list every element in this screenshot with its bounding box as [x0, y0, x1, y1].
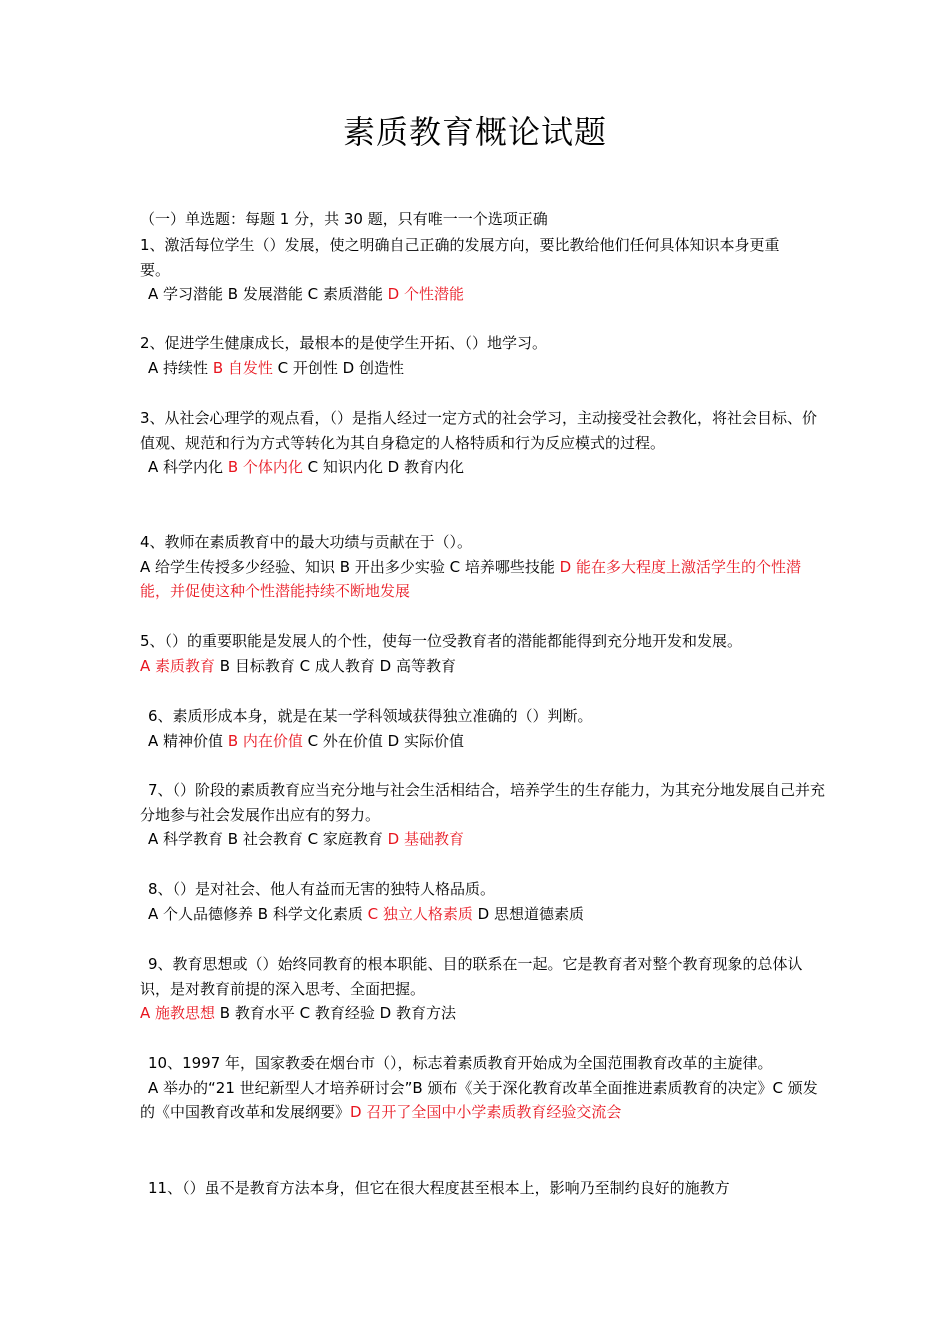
- question-options: A 素质教育 B 目标教育 C 成人教育 D 高等教育: [140, 656, 456, 675]
- question-7: [140, 778, 830, 852]
- correct-answer: A 施教思想: [140, 1004, 216, 1022]
- question-stem: 2、促进学生健康成长，最根本的是使学生开拓、（）地学习。: [140, 334, 548, 352]
- question-stem: 10、1997 年，国家教委在烟台市（），标志着素质教育开始成为全国范围教育改革的主旋律。: [148, 1054, 773, 1072]
- question-9: [140, 952, 830, 1026]
- question-options: A 学习潜能 B 发展潜能 C 素质潜能 D 个性潜能: [148, 285, 464, 303]
- question-3: [140, 406, 830, 480]
- question-5: [140, 629, 830, 678]
- question-options: A 科学教育 B 社会教育 C 家庭教育 D 基础教育: [148, 830, 464, 848]
- question-10: [140, 1051, 830, 1125]
- correct-answer: C 独立人格素质: [367, 904, 473, 923]
- correct-answer: D 个性潜能: [387, 285, 464, 303]
- correct-answer: B 自发性: [212, 358, 273, 377]
- section-heading: （一）单选题：每题 1 分，共 30 题，只有唯一一个选项正确: [140, 210, 548, 228]
- question-2: [140, 331, 830, 380]
- question-6: [140, 704, 830, 753]
- question-4: [140, 530, 830, 604]
- question-stem: 1、激活每位学生（）发展，使之明确自己正确的发展方向，要比教给他们任何具体知识本身更重要。: [140, 236, 780, 279]
- question-options: A 精神价值 B 内在价值 C 外在价值 D 实际价值: [148, 731, 464, 750]
- correct-answer: B 内在价值: [227, 731, 303, 750]
- question-options: A 持续性 B 自发性 C 开创性 D 创造性: [148, 358, 404, 377]
- question-11: [140, 1176, 830, 1201]
- question-options: A 施教思想 B 教育水平 C 教育经验 D 教育方法: [140, 1004, 456, 1022]
- question-options: A 给学生传授多少经验、知识 B 开出多少实验 C 培养哪些技能 D 能在多大程度上激活学生的个性潜能，并促使这种个性潜能持续不断地发展: [140, 557, 801, 600]
- question-8: [140, 877, 830, 926]
- correct-answer: B 个体内化: [227, 458, 303, 476]
- question-1: [140, 233, 830, 307]
- question-options: A 举办的“21 世纪新型人才培养研讨会”B 颁布《关于深化教育改革全面推进素质教育的决定》C 颁发的《中国教育改革和发展纲要》D 召开了全国中小学素质教育经验交流会: [140, 1078, 818, 1121]
- question-options: A 科学内化 B 个体内化 C 知识内化 D 教育内化: [148, 458, 464, 476]
- correct-answer: A 素质教育: [140, 656, 216, 675]
- correct-answer: D 召开了全国中小学素质教育经验交流会: [350, 1103, 622, 1121]
- correct-answer: D 能在多大程度上激活学生的个性潜能，并促使这种个性潜能持续不断地发展: [140, 557, 801, 600]
- question-stem: 6、素质形成本身，就是在某一学科领域获得独立准确的（）判断。: [148, 707, 593, 725]
- question-stem: 3、从社会心理学的观点看，（）是指人经过一定方式的社会学习，主动接受社会教化，将社会目标、价值观、规范和行为方式等转化为其自身稳定的人格特质和行为反应模式的过程。: [140, 409, 818, 452]
- question-stem: 4、教师在素质教育中的最大功绩与贡献在于（）。: [140, 533, 473, 551]
- correct-answer: D 基础教育: [387, 830, 464, 848]
- question-stem: 11、（）虽不是教育方法本身，但它在很大程度甚至根本上，影响乃至制约良好的施教方: [148, 1179, 730, 1197]
- question-stem: 9、教育思想或（）始终同教育的根本职能、目的联系在一起。它是教育者对整个教育现象的总体认识，是对教育前提的深入思考、全面把握。: [140, 955, 803, 998]
- question-stem: 7、（）阶段的素质教育应当充分地与社会生活相结合，培养学生的生存能力，为其充分地发展自己并充分地参与社会发展作出应有的努力。: [140, 781, 826, 824]
- question-options: A 个人品德修养 B 科学文化素质 C 独立人格素质 D 思想道德素质: [148, 904, 584, 923]
- question-stem: 8、（）是对社会、他人有益而无害的独特人格品质。: [148, 880, 496, 898]
- page-title: 素质教育概论试题: [342, 113, 607, 151]
- question-stem: 5、（）的重要职能是发展人的个性，使每一位受教育者的潜能都能得到充分地开发和发展。: [140, 632, 743, 650]
